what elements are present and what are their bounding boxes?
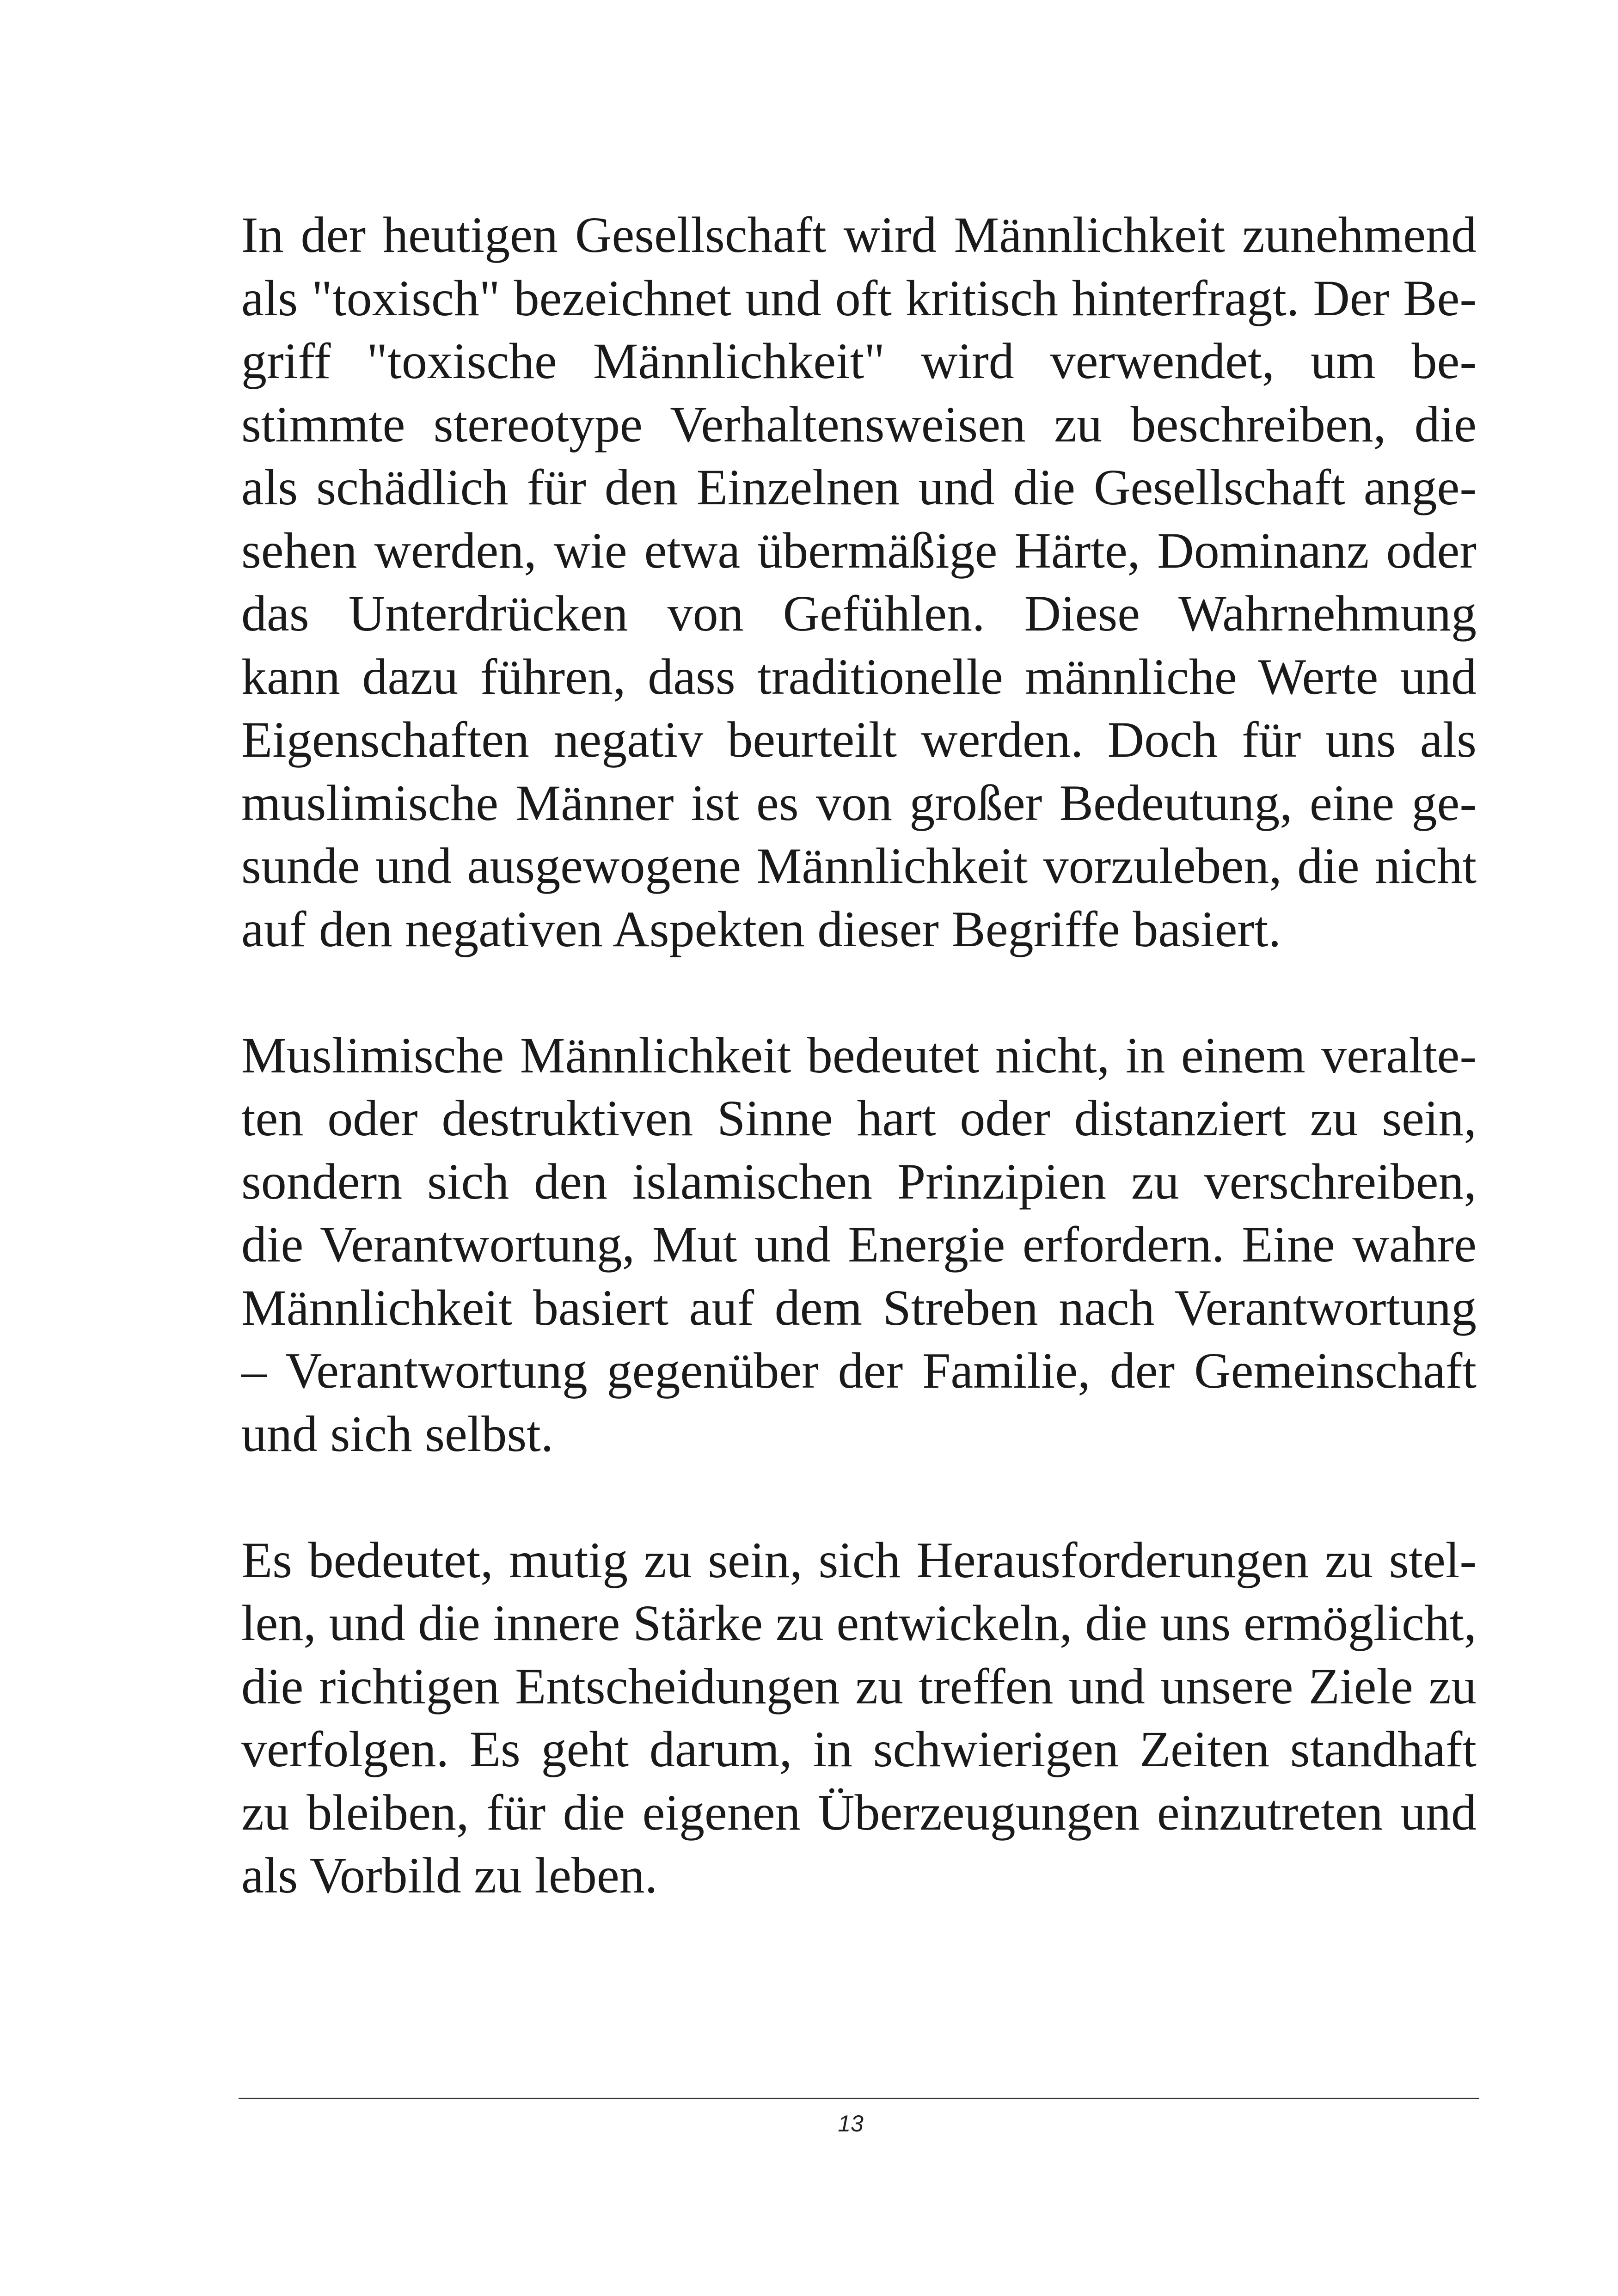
text-line: und sich selbst.: [241, 1405, 554, 1462]
paragraph-3: [241, 1529, 1477, 1907]
text-line: zu bleiben, für die eigenen Überzeugungen einzutreten und: [241, 1784, 1477, 1841]
text-line: verfolgen. Es geht darum, in schwierigen Zeiten standhaft: [241, 1721, 1477, 1777]
text-line: – Verantwortung gegenüber der Familie, der Gemeinschaft: [241, 1342, 1477, 1399]
body-text: [241, 203, 1477, 1907]
text-line: ten oder destruktiven Sinne hart oder distanziert zu sein,: [241, 1090, 1477, 1146]
text-line: griff "toxische Männlichkeit" wird verwendet, um be-: [241, 333, 1477, 389]
page-number: 13: [838, 2111, 864, 2137]
text-line: Muslimische Männlichkeit bedeutet nicht, in einem veralte-: [241, 1027, 1477, 1084]
text-line: muslimische Männer ist es von großer Bedeutung, eine ge-: [241, 774, 1477, 831]
text-line: len, und die innere Stärke zu entwickeln, die uns ermöglicht,: [241, 1595, 1477, 1651]
text-line: kann dazu führen, dass traditionelle männliche Werte und: [241, 648, 1477, 705]
paragraph-spacer: [241, 961, 1477, 1024]
text-line: als "toxisch" bezeichnet und oft kritisch hinterfragt. Der Be-: [241, 269, 1477, 326]
text-line: als schädlich für den Einzelnen und die Gesellschaft ange-: [241, 459, 1477, 515]
text-line: auf den negativen Aspekten dieser Begriffe basiert.: [241, 900, 1281, 957]
paragraph-spacer: [241, 1465, 1477, 1529]
text-line: In der heutigen Gesellschaft wird Männlichkeit zunehmend: [241, 207, 1477, 263]
text-line: Eigenschaften negativ beurteilt werden. Doch für uns als: [241, 711, 1477, 768]
text-line: stimmte stereotype Verhaltensweisen zu beschreiben, die: [241, 396, 1477, 453]
text-line: das Unterdrücken von Gefühlen. Diese Wahrnehmung: [241, 585, 1477, 642]
text-line: Männlichkeit basiert auf dem Streben nach Verantwortung: [241, 1279, 1477, 1336]
footer-divider: [239, 2098, 1479, 2099]
text-line: die Verantwortung, Mut und Energie erfordern. Eine wahre: [241, 1216, 1477, 1273]
paragraph-1: [241, 203, 1477, 961]
text-line: sunde und ausgewogene Männlichkeit vorzuleben, die nicht: [241, 838, 1477, 894]
text-line: die richtigen Entscheidungen zu treffen und unsere Ziele zu: [241, 1658, 1477, 1714]
text-line: als Vorbild zu leben.: [241, 1847, 658, 1904]
paragraph-2: [241, 1024, 1477, 1466]
text-line: sehen werden, wie etwa übermäßige Härte, Dominanz oder: [241, 522, 1477, 579]
text-line: sondern sich den islamischen Prinzipien zu verschreiben,: [241, 1153, 1477, 1210]
text-line: Es bedeutet, mutig zu sein, sich Herausforderungen zu stel-: [241, 1531, 1477, 1588]
